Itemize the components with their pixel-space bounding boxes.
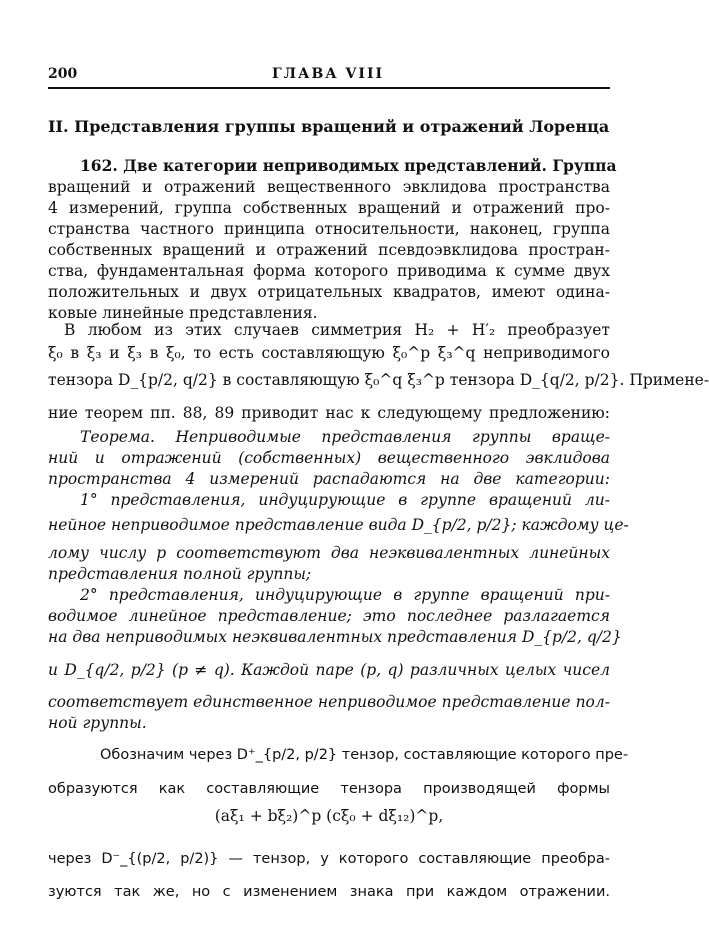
paragraph-line: ства, фундаментальная форма которого приводима к сумме двух [48, 262, 610, 280]
paragraph-line: вращений и отражений вещественного эвклидова пространства [48, 178, 610, 196]
theorem-line: ной группы. [48, 714, 147, 732]
paragraph-line: через D⁻_{(p/2, p/2)} — тензор, у которого составляющие преобра- [48, 851, 610, 867]
paragraph-line: собственных вращений и отражений псевдоэвклидова простран- [48, 241, 610, 259]
theorem-line: на два неприводимых неэквивалентных представления D_{p/2, q/2} [48, 628, 622, 646]
paragraph-line: образуются как составляющие тензора производящей формы [48, 781, 610, 797]
header-rule [48, 87, 610, 89]
theorem-line: и D_{q/2, p/2} (p ≠ q). Каждой паре (p, q) различных целых чисел [48, 661, 610, 679]
paragraph-line: зуются так же, но с изменением знака при каждом отражении. [48, 884, 610, 900]
paragraph-line: В любом из этих случаев симметрия H₂ + H′₂ преобразует [64, 321, 610, 339]
paragraph-line: ξ₀ в ξ₃ и ξ₃ в ξ₀, то есть составляющую ξ₀^p ξ₃^q неприводимого [48, 344, 610, 362]
paragraph-line: Обозначим через D⁺_{p/2, p/2} тензор, составляющие которого пре- [100, 747, 629, 763]
page-number: 200 [48, 66, 78, 82]
theorem-line: представления полной группы; [48, 565, 312, 583]
formula: (aξ₁ + bξ₂)^p (cξ₀ + dξ₁₂)^p, [214, 807, 444, 825]
paragraph-line: положительных и двух отрицательных квадратов, имеют одина- [48, 283, 610, 301]
section-title: II. Представления группы вращений и отражений Лоренца [48, 117, 610, 136]
paragraph-line: странства частного принципа относительности, наконец, группа [48, 220, 610, 238]
theorem-line: пространства 4 измерений распадаются на две категории: [48, 470, 610, 488]
paragraph-line: 4 измерений, группа собственных вращений и отражений про- [48, 199, 610, 217]
theorem-line: 1° представления, индуцирующие в группе вращений ли- [80, 491, 610, 509]
paragraph-line: ковые линейные представления. [48, 304, 318, 322]
paragraph-line: тензора D_{p/2, q/2} в составляющую ξ₀^q ξ₃^p тензора D_{q/2, p/2}. Примене- [48, 371, 709, 389]
paragraph-line: ние теорем пп. 88, 89 приводит нас к следующему предложению: [48, 404, 610, 422]
theorem-line: нейное неприводимое представление вида D_{p/2, p/2}; каждому це- [48, 516, 629, 534]
paragraph-line: 162. Две категории неприводимых представлений. Группа [80, 156, 617, 175]
theorem-line: 2° представления, индуцирующие в группе вращений при- [80, 586, 610, 604]
theorem-line: водимое линейное представление; это последнее разлагается [48, 607, 610, 625]
theorem-line: соответствует единственное неприводимое представление пол- [48, 693, 610, 711]
theorem-line: Теорема. Неприводимые представления группы враще- [80, 428, 610, 446]
running-header: ГЛАВА VIII [272, 66, 385, 82]
theorem-line: лому числу p соответствуют два неэквивалентных линейных [48, 544, 610, 562]
theorem-line: ний и отражений (собственных) вещественного эвклидова [48, 449, 610, 467]
